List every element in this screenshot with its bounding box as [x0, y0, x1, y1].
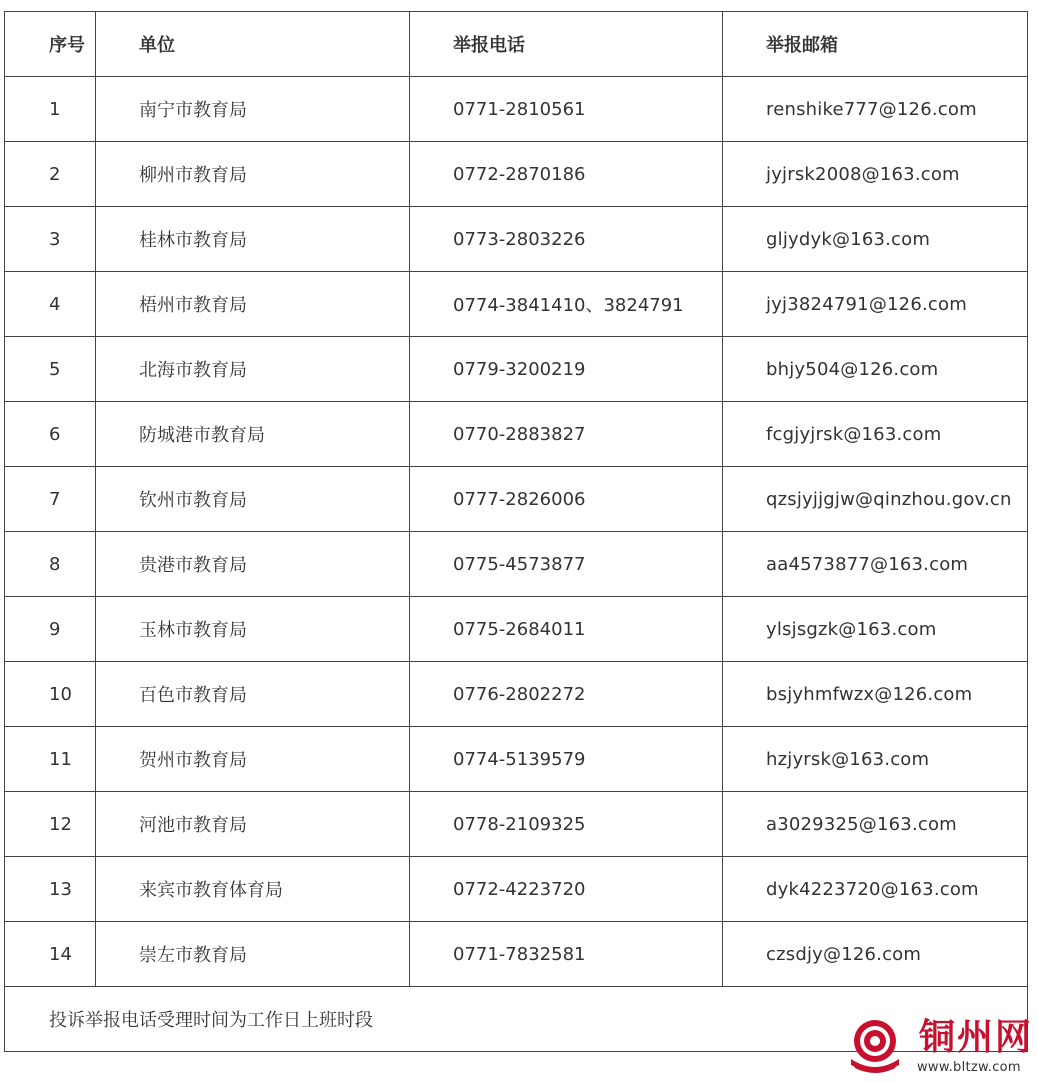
emblem-icon — [847, 1017, 903, 1077]
cell-email: renshike777@126.com — [723, 77, 1028, 142]
cell-index: 4 — [5, 272, 96, 337]
cell-email: czsdjy@126.com — [723, 922, 1028, 987]
table-row — [5, 727, 1028, 792]
cell-unit: 桂林市教育局 — [96, 207, 410, 272]
cell-unit: 百色市教育局 — [96, 662, 410, 727]
table-row — [5, 402, 1028, 467]
cell-index: 2 — [5, 142, 96, 207]
cell-phone: 0773-2803226 — [410, 207, 723, 272]
cell-phone: 0778-2109325 — [410, 792, 723, 857]
watermark-logo — [843, 1015, 1033, 1081]
note-text: 投诉举报电话受理时间为工作日上班时段 — [5, 987, 1028, 1052]
cell-email: qzsjyjjgjw@qinzhou.gov.cn — [723, 467, 1028, 532]
table-row — [5, 597, 1028, 662]
cell-email: gljydyk@163.com — [723, 207, 1028, 272]
cell-phone: 0772-2870186 — [410, 142, 723, 207]
cell-index: 12 — [5, 792, 96, 857]
cell-email: fcgjyjrsk@163.com — [723, 402, 1028, 467]
cell-phone: 0775-4573877 — [410, 532, 723, 597]
header-row — [5, 12, 1028, 77]
table-body — [5, 77, 1028, 1052]
cell-phone: 0774-3841410、3824791 — [410, 272, 723, 337]
table-row — [5, 142, 1028, 207]
cell-phone: 0775-2684011 — [410, 597, 723, 662]
cell-phone: 0772-4223720 — [410, 857, 723, 922]
table-row — [5, 792, 1028, 857]
cell-index: 9 — [5, 597, 96, 662]
header-unit: 单位 — [96, 12, 410, 77]
table-row — [5, 922, 1028, 987]
watermark-title: 铜州网 — [919, 1017, 1034, 1058]
cell-unit: 崇左市教育局 — [96, 922, 410, 987]
cell-phone: 0771-2810561 — [410, 77, 723, 142]
cell-index: 5 — [5, 337, 96, 402]
cell-phone: 0774-5139579 — [410, 727, 723, 792]
cell-unit: 来宾市教育体育局 — [96, 857, 410, 922]
cell-unit: 柳州市教育局 — [96, 142, 410, 207]
cell-email: bsjyhmfwzx@126.com — [723, 662, 1028, 727]
cell-index: 1 — [5, 77, 96, 142]
header-email: 举报邮箱 — [723, 12, 1028, 77]
cell-unit: 贵港市教育局 — [96, 532, 410, 597]
cell-index: 13 — [5, 857, 96, 922]
cell-email: ylsjsgzk@163.com — [723, 597, 1028, 662]
cell-unit: 南宁市教育局 — [96, 77, 410, 142]
cell-index: 7 — [5, 467, 96, 532]
cell-phone: 0779-3200219 — [410, 337, 723, 402]
cell-index: 10 — [5, 662, 96, 727]
cell-email: bhjy504@126.com — [723, 337, 1028, 402]
cell-email: dyk4223720@163.com — [723, 857, 1028, 922]
table-row — [5, 857, 1028, 922]
table-row — [5, 337, 1028, 402]
cell-phone: 0770-2883827 — [410, 402, 723, 467]
cell-index: 8 — [5, 532, 96, 597]
cell-email: hzjyrsk@163.com — [723, 727, 1028, 792]
cell-unit: 钦州市教育局 — [96, 467, 410, 532]
cell-index: 3 — [5, 207, 96, 272]
cell-unit: 防城港市教育局 — [96, 402, 410, 467]
cell-email: aa4573877@163.com — [723, 532, 1028, 597]
cell-phone: 0771-7832581 — [410, 922, 723, 987]
cell-unit: 河池市教育局 — [96, 792, 410, 857]
watermark-url: www.bltzw.com — [917, 1060, 1021, 1075]
cell-phone: 0777-2826006 — [410, 467, 723, 532]
cell-index: 11 — [5, 727, 96, 792]
cell-unit: 玉林市教育局 — [96, 597, 410, 662]
cell-email: jyjrsk2008@163.com — [723, 142, 1028, 207]
cell-unit: 贺州市教育局 — [96, 727, 410, 792]
table-row — [5, 77, 1028, 142]
header-index: 序号 — [5, 12, 96, 77]
cell-unit: 北海市教育局 — [96, 337, 410, 402]
table-row — [5, 207, 1028, 272]
header-phone: 举报电话 — [410, 12, 723, 77]
table-row — [5, 467, 1028, 532]
cell-email: a3029325@163.com — [723, 792, 1028, 857]
cell-index: 6 — [5, 402, 96, 467]
report-table — [4, 11, 1028, 1052]
cell-email: jyj3824791@126.com — [723, 272, 1028, 337]
cell-index: 14 — [5, 922, 96, 987]
table-row — [5, 272, 1028, 337]
cell-phone: 0776-2802272 — [410, 662, 723, 727]
cell-unit: 梧州市教育局 — [96, 272, 410, 337]
table-row — [5, 662, 1028, 727]
table-row — [5, 532, 1028, 597]
